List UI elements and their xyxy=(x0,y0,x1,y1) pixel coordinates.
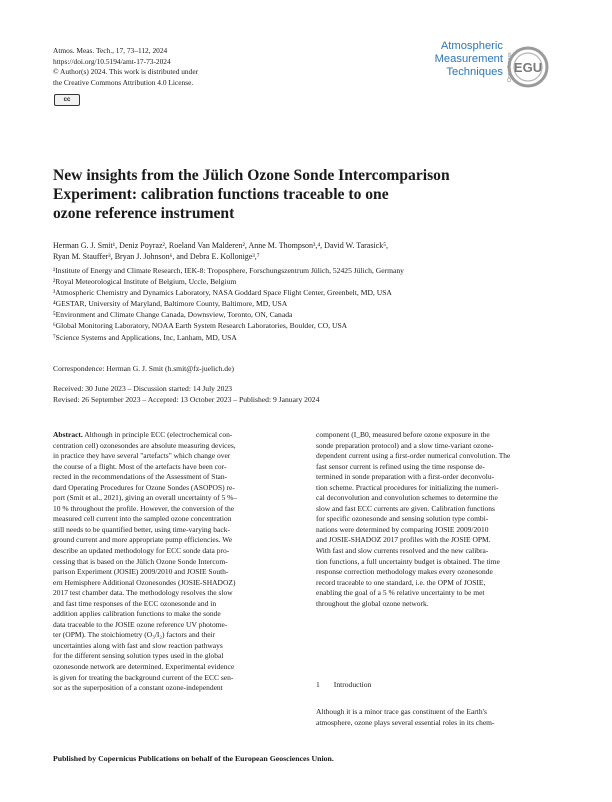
abstract-line: Although in principle ECC (electrochemical con- xyxy=(82,430,233,439)
affiliation-item: ¹Institute of Energy and Climate Research, IEK-8: Troposphere, Forschungszentrum Jülich, 52425 Jülich, Germany xyxy=(53,266,404,275)
abstract-line: measured cell current into the sampled ozone concentration xyxy=(53,514,232,524)
abstract-line: sor as the superposition of a constant ozone-independent xyxy=(53,683,223,693)
abstract-line: still needs to be quantified better, using time-varying back- xyxy=(53,524,230,534)
abstract-line: centration cell) ozonesondes are absolute measuring devices, xyxy=(53,440,236,450)
abstract-line: component (I_B0, measured before ozone exposure in the xyxy=(316,430,490,439)
citation-line: © Author(s) 2024. This work is distributed under xyxy=(53,67,199,77)
abstract-line: 10 % throughout the profile. However, the conversion of the xyxy=(53,503,235,513)
section-heading-introduction xyxy=(316,680,385,689)
citation-line: the Creative Commons Attribution 4.0 License. xyxy=(53,77,194,87)
affiliation-item: ²Royal Meteorological Institute of Belgium, Uccle, Belgium xyxy=(53,277,237,287)
abstract-line: data traceable to the JOSIE ozone reference UV photome- xyxy=(53,619,228,629)
dates-line: Revised: 26 September 2023 – Accepted: 13 October 2023 – Published: 9 January 2024 xyxy=(53,394,320,404)
abstract-line: ter (OPM). The stoichiometry (O₃/I₂) factors and their xyxy=(53,630,216,640)
abstract-line: for specific ozonesonde and sensing solution type combi- xyxy=(316,514,489,524)
publication-dates xyxy=(53,384,573,405)
abstract-line: throughout the global ozone network. xyxy=(316,598,429,608)
abstract-line: enabling the goal of a 5 % relative uncertainty to be met xyxy=(316,588,485,598)
abstract-line: uncertainties along with fast and slow reaction pathways xyxy=(53,640,223,650)
affiliations xyxy=(53,265,573,343)
abstract-line: describe an updated methodology for ECC sonde data pro- xyxy=(53,546,230,556)
paper-title xyxy=(53,166,553,223)
cc-license-icon[interactable]: cc xyxy=(54,94,80,106)
section-number: 1 xyxy=(316,680,320,689)
title-line: Experiment: calibration functions traceable to one xyxy=(53,186,389,203)
intro-line: atmosphere, ozone plays several essential roles in its chem- xyxy=(316,717,495,727)
abstract-line: ern Hemisphere Additional Ozonesondes (JOSIE-SHADOZ) xyxy=(53,577,236,587)
intro-line: Although it is a minor trace gas constituent of the Earth's xyxy=(316,707,487,716)
journal-name xyxy=(405,40,503,79)
abstract-line: for the different sensing solution types used in the global xyxy=(53,651,224,661)
abstract-line: With fast and slow currents resolved and the new calibra- xyxy=(316,546,489,556)
affiliation-item: ³Atmospheric Chemistry and Dynamics Laboratory, NASA Goddard Space Flight Center, Greenbelt, MD, USA xyxy=(53,288,392,298)
abstract-line: and fast time responses of the ECC ozonesonde and in xyxy=(53,598,217,608)
title-line: ozone reference instrument xyxy=(53,205,235,222)
abstract-line: addition applies calibration functions to make the sonde xyxy=(53,609,221,619)
abstract-line: dependent current using a first-order numerical convolution. The xyxy=(316,451,511,461)
svg-text:EGU: EGU xyxy=(513,60,543,75)
abstract-line: record traceable to one standard, i.e. the OPM of JOSIE, xyxy=(316,577,486,587)
dates-line: Received: 30 June 2023 – Discussion started: 14 July 2023 xyxy=(53,384,233,393)
abstract-line: the course of a flight. Most of the artefacts have been cor- xyxy=(53,461,227,471)
journal-name-line: Techniques xyxy=(446,66,503,78)
abstract-line: 2017 test chamber data. The methodology resolves the slow xyxy=(53,588,233,598)
author-line: Ryan M. Stauffer³, Bryan J. Johnson⁶, and Debra E. Kollonige³,⁷ xyxy=(53,252,260,261)
author-list xyxy=(53,240,573,262)
abstract-first-line xyxy=(53,430,293,441)
abstract-continued xyxy=(316,430,556,609)
section-title: Introduction xyxy=(333,680,372,689)
affiliation-item: ⁷Science Systems and Applications, Inc, Lanham, MD, USA xyxy=(53,332,237,342)
correspondence: Correspondence: Herman G. J. Smit (h.smit@fz-juelich.de) xyxy=(53,364,234,373)
abstract-line: nations were determined by comparing JOSIE 2009/2010 xyxy=(316,524,489,534)
abstract-line: termined in sonde preparation with a first-order deconvolu- xyxy=(316,472,495,482)
abstract-line: and JOSIE-SHADOZ 2017 profiles with the JOSIE OPM. xyxy=(316,535,491,545)
citation-block xyxy=(53,46,353,88)
doi-link[interactable]: https://doi.org/10.5194/amt-17-73-2024 xyxy=(53,56,171,66)
publisher-footer: Published by Copernicus Publications on behalf of the European Geosciences Union. xyxy=(53,754,334,763)
affiliation-item: ⁶Global Monitoring Laboratory, NOAA Earth System Research Laboratories, Boulder, CO, USA xyxy=(53,321,348,331)
introduction-text xyxy=(316,707,556,728)
abstract-line: fast sensor current is refined using the time response de- xyxy=(316,461,485,471)
abstract-line: port (Smit et al., 2021), giving an overall uncertainty of 5 %– xyxy=(53,493,238,503)
abstract-line: cal deconvolution and convolution schemes to determine the xyxy=(316,493,498,503)
author-line: Herman G. J. Smit¹, Deniz Poyraz², Roeland Van Malderen², Anne M. Thompson³,⁴, David W. Tarasick⁵, xyxy=(53,241,389,250)
affiliation-item: ⁴GESTAR, University of Maryland, Baltimore County, Baltimore, MD, USA xyxy=(53,299,288,309)
journal-name-line: Measurement xyxy=(434,53,503,65)
abstract-line: sonde preparation protocol) and a slow time-variant ozone- xyxy=(316,440,494,450)
journal-name-line: Atmospheric xyxy=(440,40,503,52)
abstract-line: ozonesonde network are determined. Experimental evidence xyxy=(53,662,235,672)
abstract-line: dard Operating Procedures for Ozone Sondes (ASOPOS) re- xyxy=(53,482,235,492)
abstract-line: response correction methodology makes every ozonesonde xyxy=(316,567,493,577)
abstract-line: cessing that is based on the Jülich Ozone Sonde Intercom- xyxy=(53,556,228,566)
abstract-label: Abstract. xyxy=(53,430,83,439)
citation-line: Atmos. Meas. Tech., 17, 73–112, 2024 xyxy=(53,46,168,55)
abstract-line: tion functions, a full uncertainty budget is obtained. The time xyxy=(316,556,500,566)
svg-text:Open Access: Open Access xyxy=(507,52,513,82)
abstract-line: ground current and more appropriate pump efficiencies. We xyxy=(53,535,233,545)
abstract-line: in practice they have several "artefacts" which change over xyxy=(53,451,231,461)
affiliation-item: ⁵Environment and Climate Change Canada, Downsview, Toronto, ON, Canada xyxy=(53,310,293,320)
abstract-line: is given for treating the background current of the ECC sen- xyxy=(53,672,234,682)
abstract-line: slow and fast ECC currents are given. Calibration functions xyxy=(316,503,495,513)
title-line: New insights from the Jülich Ozone Sonde Intercomparison xyxy=(53,167,450,184)
egu-logo-icon xyxy=(506,45,552,89)
abstract-line: parison Experiment (JOSIE) 2009/2010 and JOSIE South- xyxy=(53,567,229,577)
abstract-line: rected in the recommendations of the Assessment of Stan- xyxy=(53,472,228,482)
abstract xyxy=(53,430,293,694)
abstract-line: tion scheme. Practical procedures for initializing the numeri- xyxy=(316,482,499,492)
